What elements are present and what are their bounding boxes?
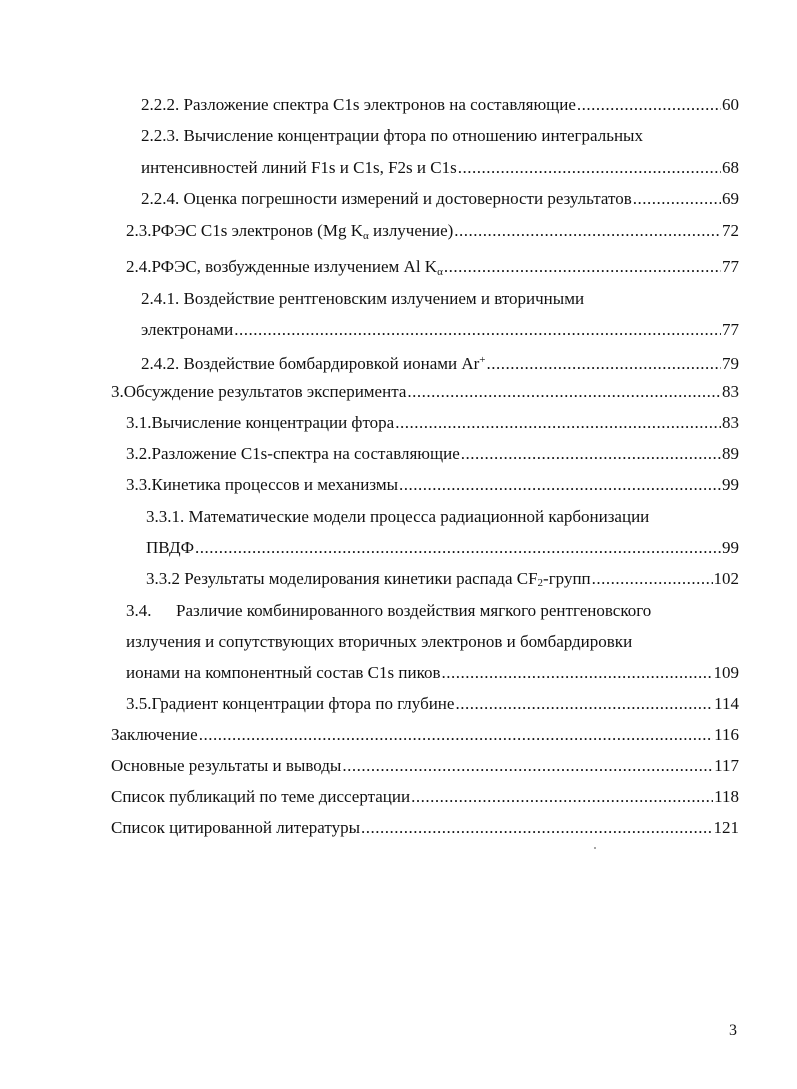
toc-page: 77 bbox=[722, 320, 739, 339]
toc-page: 116 bbox=[714, 725, 739, 744]
toc-entry-2-4[interactable] bbox=[0, 251, 797, 282]
toc-number: 3.2. bbox=[126, 444, 152, 463]
toc-page: 99 bbox=[722, 538, 739, 557]
toc-page: 89 bbox=[722, 444, 739, 463]
scan-speck bbox=[594, 847, 596, 849]
toc-page: 77 bbox=[722, 257, 739, 276]
toc-entry-2-4-1[interactable] bbox=[0, 314, 797, 345]
toc-entry-3-3-1-line1[interactable] bbox=[146, 501, 649, 532]
toc-leader-dots bbox=[195, 532, 721, 563]
toc-entry-2-2-2[interactable] bbox=[0, 89, 797, 120]
toc-title: Разложение спектра С1s электронов на составляющие bbox=[183, 95, 576, 114]
toc-entry-3-3-1[interactable] bbox=[0, 532, 797, 563]
toc-leader-dots bbox=[442, 657, 713, 688]
toc-number: 2.4.2. bbox=[141, 354, 180, 373]
toc-title: РФЭС С1s электронов (Mg Kα излучение) bbox=[151, 221, 454, 242]
toc-number: 2.4. bbox=[126, 257, 152, 276]
toc-number: 2.4.1. bbox=[141, 289, 180, 308]
toc-leader-dots bbox=[454, 215, 721, 246]
toc-entry-references[interactable] bbox=[0, 812, 797, 843]
toc-title: Различие комбинированного воздействия мягкого рентгеновского bbox=[176, 601, 652, 620]
toc-leader-dots bbox=[461, 438, 721, 469]
toc-title: интенсивностей линий F1s и C1s, F2s и C1s bbox=[141, 158, 457, 177]
toc-title: Обсуждение результатов эксперимента bbox=[123, 382, 407, 401]
toc-entry-conclusion[interactable] bbox=[0, 719, 797, 750]
toc-title: РФЭС, возбужденные излучением Al Kα bbox=[151, 257, 443, 278]
toc-number: 3. bbox=[111, 382, 124, 401]
toc-title: Вычисление концентрации фтора по отношению интегральных bbox=[183, 126, 643, 145]
toc-leader-dots bbox=[407, 376, 721, 407]
toc-leader-dots bbox=[633, 183, 721, 214]
toc-page: 60 bbox=[722, 95, 739, 114]
toc-title: Оценка погрешности измерений и достоверности результатов bbox=[183, 189, 632, 208]
toc-entry-3-4-line2[interactable] bbox=[126, 626, 632, 657]
toc-title: Заключение bbox=[111, 725, 198, 744]
toc-page: 109 bbox=[713, 663, 739, 682]
toc-title: Воздействие рентгеновским излучением и вторичными bbox=[183, 289, 585, 308]
toc-entry-3[interactable] bbox=[0, 376, 797, 407]
toc-page: 69 bbox=[722, 189, 739, 208]
toc-entry-3-4-line1[interactable] bbox=[126, 595, 651, 626]
toc-page: 102 bbox=[713, 569, 739, 588]
toc-leader-dots bbox=[577, 89, 721, 120]
toc-title: Список публикаций по теме диссертации bbox=[111, 787, 411, 806]
toc-entry-2-2-3-line1[interactable] bbox=[141, 120, 643, 151]
toc-leader-dots bbox=[399, 469, 721, 500]
toc-leader-dots bbox=[458, 152, 721, 183]
toc-entry-publications[interactable] bbox=[0, 781, 797, 812]
toc-leader-dots bbox=[361, 812, 713, 843]
toc-number: 2.2.4. bbox=[141, 189, 180, 208]
toc-title: Список цитированной литературы bbox=[111, 818, 360, 837]
toc-leader-dots bbox=[342, 750, 713, 781]
toc-number: 3.3. bbox=[126, 475, 152, 494]
toc-title: Воздействие бомбардировкой ионами Ar+ bbox=[183, 354, 486, 373]
toc-title: Кинетика процессов и механизмы bbox=[151, 475, 399, 494]
toc-number: 3.3.1. bbox=[146, 507, 185, 526]
toc-entry-3-3[interactable] bbox=[0, 469, 797, 500]
toc-entry-3-2[interactable] bbox=[0, 438, 797, 469]
toc-page: 117 bbox=[714, 756, 739, 775]
toc-entry-3-5[interactable] bbox=[0, 688, 797, 719]
toc-number: 3.5. bbox=[126, 694, 152, 713]
toc-page: 83 bbox=[722, 413, 739, 432]
toc-leader-dots bbox=[411, 781, 713, 812]
toc-page: 114 bbox=[714, 694, 739, 713]
toc-title: электронами bbox=[141, 320, 234, 339]
toc-entry-2-4-2[interactable] bbox=[0, 345, 797, 376]
toc-page: 83 bbox=[722, 382, 739, 401]
toc-entry-main-results[interactable] bbox=[0, 750, 797, 781]
toc-title: Результаты моделирования кинетики распада CF2-групп bbox=[184, 569, 591, 589]
toc-page: 72 bbox=[722, 221, 739, 240]
toc-entry-3-4[interactable] bbox=[0, 657, 797, 688]
toc-leader-dots bbox=[395, 407, 721, 438]
toc-title: Разложение С1s-спектра на составляющие bbox=[151, 444, 460, 463]
toc-leader-dots bbox=[234, 314, 721, 345]
toc-title: Математические модели процесса радиационной карбонизации bbox=[188, 507, 650, 526]
toc-leader-dots bbox=[455, 688, 713, 719]
toc-leader-dots bbox=[592, 563, 713, 594]
toc-number: 2.2.3. bbox=[141, 126, 180, 145]
toc-title: Градиент концентрации фтора по глубине bbox=[151, 694, 455, 713]
toc-number: 3.3.2 bbox=[146, 569, 180, 588]
toc-number: 2.2.2. bbox=[141, 95, 180, 114]
toc-title: Вычисление концентрации фтора bbox=[151, 413, 395, 432]
toc-entry-2-3[interactable] bbox=[0, 215, 797, 246]
toc-title: ионами на компонентный состав С1s пиков bbox=[126, 663, 441, 682]
toc-page: 68 bbox=[722, 158, 739, 177]
toc-title: ПВДФ bbox=[146, 538, 194, 557]
toc-leader-dots bbox=[487, 348, 721, 379]
toc-number: 3.4. bbox=[126, 601, 152, 620]
toc-title: излучения и сопутствующих вторичных электронов и бомбардировки bbox=[126, 632, 633, 651]
toc-page: 118 bbox=[714, 787, 739, 806]
toc-entry-2-2-3[interactable] bbox=[0, 152, 797, 183]
toc-number: 2.3. bbox=[126, 221, 152, 240]
toc-page: 121 bbox=[713, 818, 739, 837]
toc-title: Основные результаты и выводы bbox=[111, 756, 342, 775]
toc-number: 3.1. bbox=[126, 413, 152, 432]
toc-entry-2-2-4[interactable] bbox=[0, 183, 797, 214]
page-number: 3 bbox=[729, 1022, 737, 1039]
toc-page: 99 bbox=[722, 475, 739, 494]
toc-entry-3-3-2[interactable] bbox=[0, 563, 797, 594]
toc-entry-3-1[interactable] bbox=[0, 407, 797, 438]
toc-leader-dots bbox=[199, 719, 713, 750]
toc-entry-2-4-1-line1[interactable] bbox=[141, 283, 584, 314]
toc-page: 79 bbox=[722, 354, 739, 373]
toc-leader-dots bbox=[444, 251, 721, 282]
